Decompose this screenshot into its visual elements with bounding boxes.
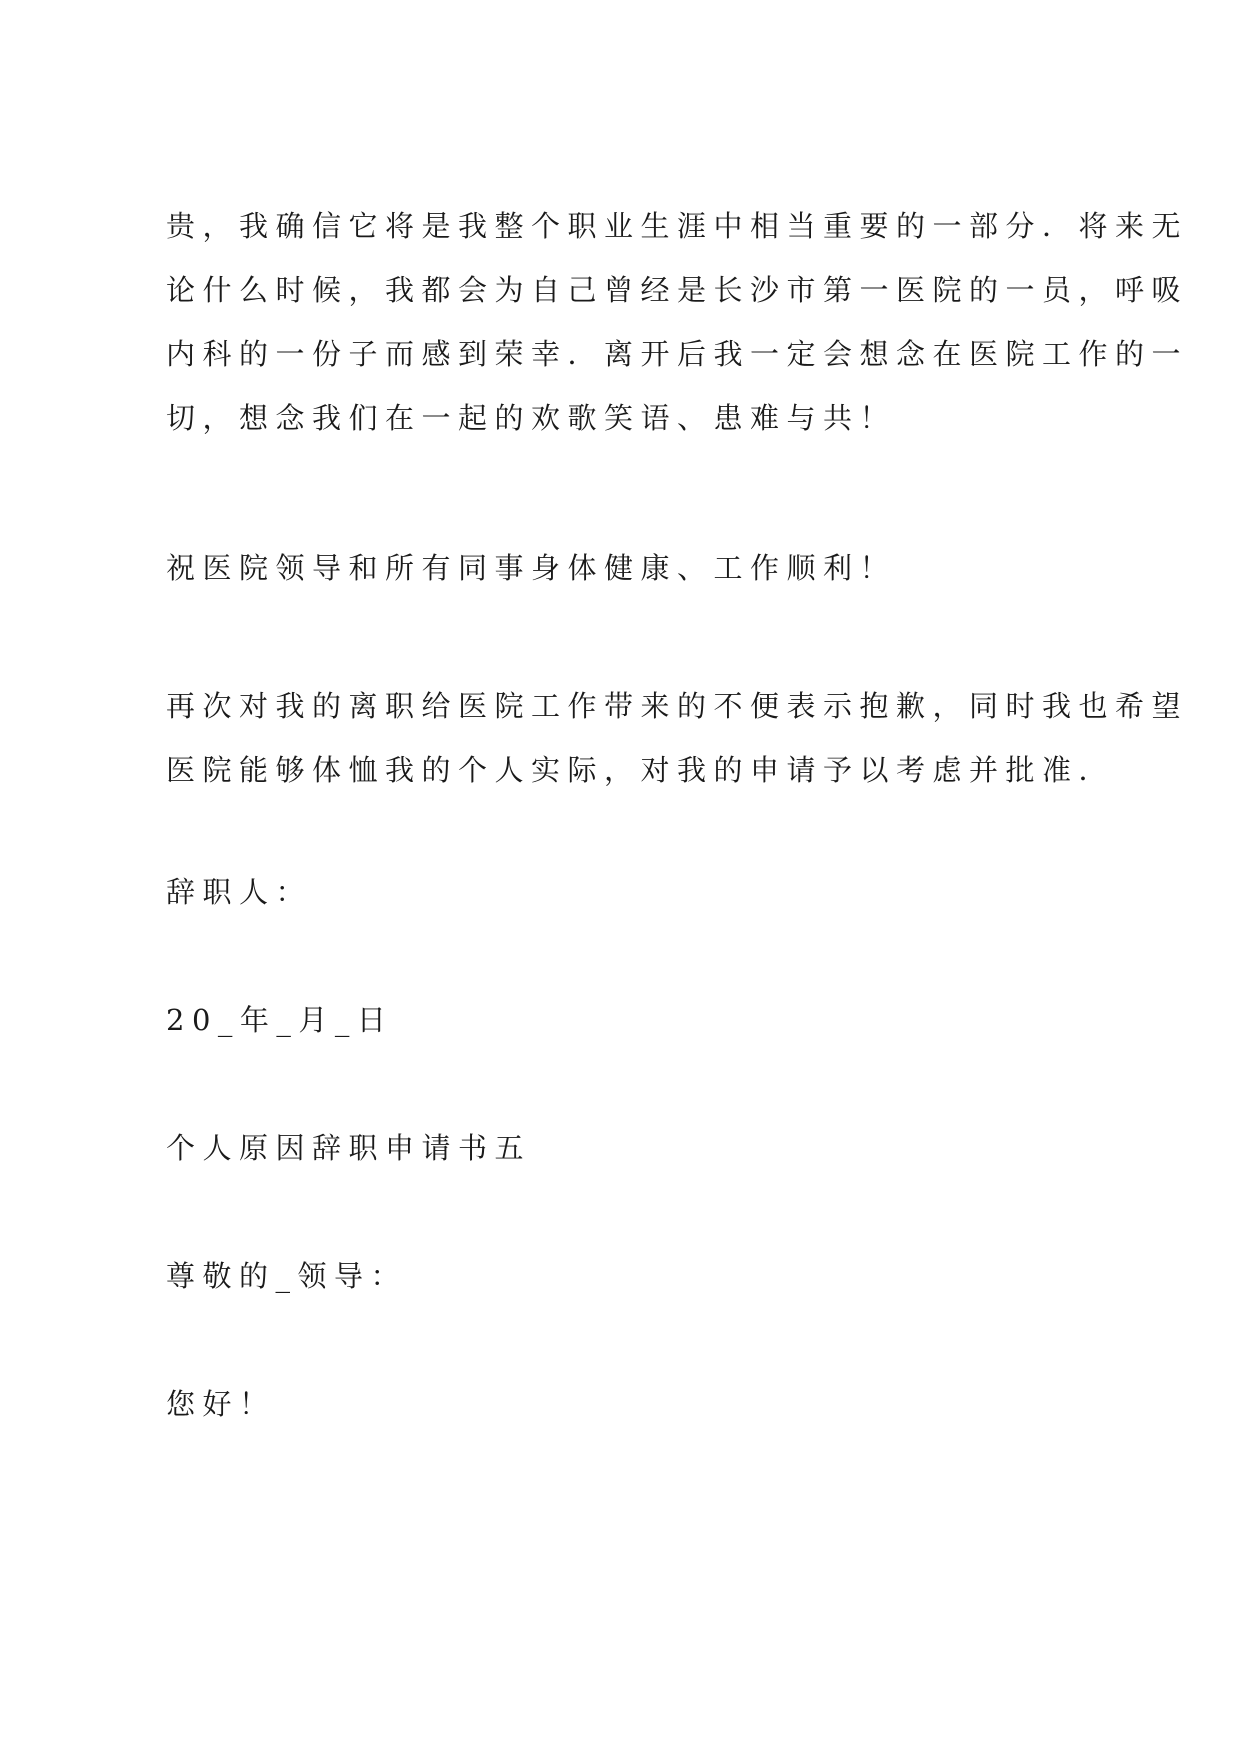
paragraph-line: 医院能够体恤我的个人实际，对我的申请予以考虑并批准．	[166, 753, 1116, 787]
paragraph-line: 贵，我确信它将是我整个职业生涯中相当重要的一部分．将来无	[166, 209, 1189, 243]
paragraph-line: 切，想念我们在一起的欢歌笑语、患难与共！	[166, 401, 897, 435]
paragraph-apology	[166, 674, 1189, 802]
paragraph-line: 论什么时候，我都会为自己曾经是长沙市第一医院的一员，呼吸	[166, 273, 1189, 307]
signer-label: 辞职人：	[166, 875, 313, 909]
paragraph-line: 内科的一份子而感到荣幸．离开后我一定会想念在医院工作的一	[166, 337, 1189, 371]
paragraph-wishes: 祝医院领导和所有同事身体健康、工作顺利！	[166, 551, 897, 585]
paragraph-closing-remarks	[166, 194, 1189, 450]
greeting: 您好！	[166, 1387, 276, 1421]
salutation: 尊敬的_领导：	[166, 1259, 408, 1293]
section-title: 个人原因辞职申请书五	[166, 1131, 532, 1165]
paragraph-line: 再次对我的离职给医院工作带来的不便表示抱歉，同时我也希望	[166, 689, 1189, 723]
date-line: 20_年_月_日	[166, 1003, 394, 1037]
